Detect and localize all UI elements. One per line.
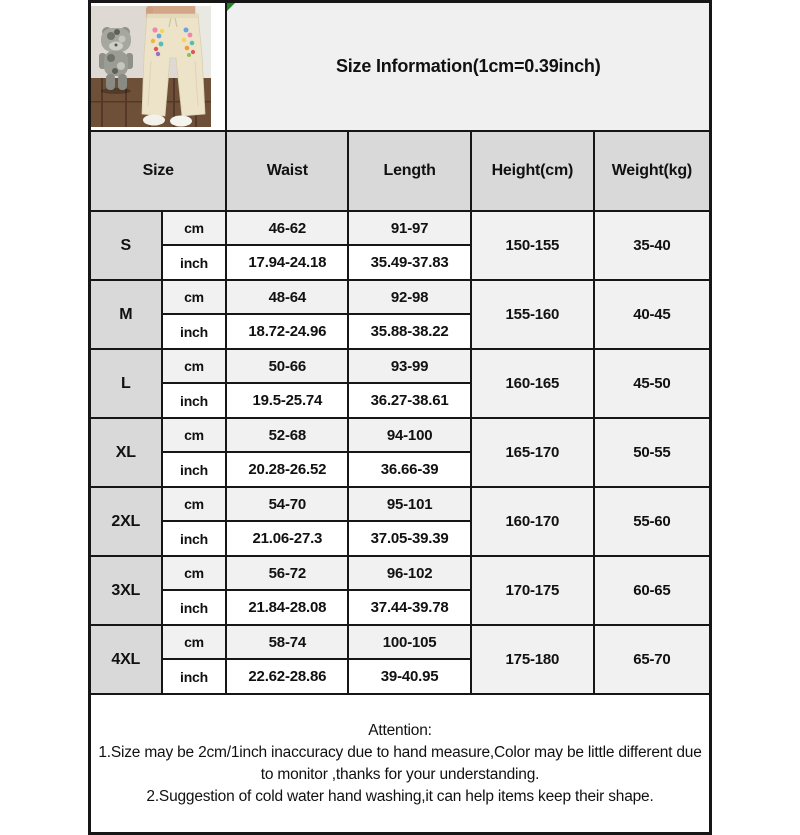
length-cm-value: 96-102 xyxy=(348,556,471,590)
table-header-row xyxy=(90,131,711,211)
weight-value: 45-50 xyxy=(594,349,711,418)
length-inch-value: 39-40.95 xyxy=(348,659,471,694)
waist-inch-value: 19.5-25.74 xyxy=(226,383,348,418)
length-inch-value: 37.05-39.39 xyxy=(348,521,471,556)
length-cm-value: 100-105 xyxy=(348,625,471,659)
waist-cm-value: 50-66 xyxy=(226,349,348,383)
weight-value: 60-65 xyxy=(594,556,711,625)
size-row-cm xyxy=(90,625,711,659)
length-cm-value: 95-101 xyxy=(348,487,471,521)
size-label: XL xyxy=(90,418,162,487)
height-value: 160-170 xyxy=(471,487,594,556)
weight-value: 50-55 xyxy=(594,418,711,487)
length-inch-value: 36.66-39 xyxy=(348,452,471,487)
unit-label-cm: cm xyxy=(162,211,227,245)
size-label: 4XL xyxy=(90,625,162,694)
weight-value: 65-70 xyxy=(594,625,711,694)
waist-cm-value: 56-72 xyxy=(226,556,348,590)
waist-cm-value: 54-70 xyxy=(226,487,348,521)
height-value: 175-180 xyxy=(471,625,594,694)
unit-label-inch: inch xyxy=(162,521,227,556)
size-row-cm xyxy=(90,418,711,452)
length-cm-value: 93-99 xyxy=(348,349,471,383)
column-header-size: Size xyxy=(90,131,227,211)
waist-inch-value: 22.62-28.86 xyxy=(226,659,348,694)
size-label: 3XL xyxy=(90,556,162,625)
unit-label-inch: inch xyxy=(162,452,227,487)
top-row xyxy=(90,2,711,132)
length-inch-value: 37.44-39.78 xyxy=(348,590,471,625)
product-photo-cell xyxy=(90,2,227,132)
page-title: Size Information(1cm=0.39inch) xyxy=(335,56,601,76)
weight-value: 40-45 xyxy=(594,280,711,349)
waist-inch-value: 17.94-24.18 xyxy=(226,245,348,280)
attention-line-2: 2.Suggestion of cold water hand washing,it can help items keep their shape. xyxy=(146,787,654,805)
unit-label-cm: cm xyxy=(162,349,227,383)
size-label: L xyxy=(90,349,162,418)
length-cm-value: 92-98 xyxy=(348,280,471,314)
size-row-cm xyxy=(90,487,711,521)
waist-cm-value: 58-74 xyxy=(226,625,348,659)
column-header-height: Height(cm) xyxy=(471,131,594,211)
unit-label-cm: cm xyxy=(162,625,227,659)
waist-inch-value: 18.72-24.96 xyxy=(226,314,348,349)
cell-corner-marker-icon xyxy=(227,3,235,11)
size-label: 2XL xyxy=(90,487,162,556)
height-value: 150-155 xyxy=(471,211,594,280)
height-value: 170-175 xyxy=(471,556,594,625)
weight-value: 35-40 xyxy=(594,211,711,280)
size-row-cm xyxy=(90,211,711,245)
length-inch-value: 35.49-37.83 xyxy=(348,245,471,280)
unit-label-cm: cm xyxy=(162,418,227,452)
attention-line-1: 1.Size may be 2cm/1inch inaccuracy due to hand measure,Color may be little different due to monitor ,thanks for your understanding. xyxy=(98,743,702,783)
unit-label-inch: inch xyxy=(162,245,227,280)
size-row-cm xyxy=(90,280,711,314)
length-inch-value: 36.27-38.61 xyxy=(348,383,471,418)
attention-note xyxy=(90,694,711,834)
waist-inch-value: 21.06-27.3 xyxy=(226,521,348,556)
column-header-length: Length xyxy=(348,131,471,211)
product-photo xyxy=(91,6,211,127)
waist-cm-value: 46-62 xyxy=(226,211,348,245)
unit-label-inch: inch xyxy=(162,314,227,349)
attention-row xyxy=(90,694,711,834)
height-value: 165-170 xyxy=(471,418,594,487)
unit-label-cm: cm xyxy=(162,487,227,521)
unit-label-inch: inch xyxy=(162,383,227,418)
length-cm-value: 94-100 xyxy=(348,418,471,452)
size-table xyxy=(88,0,712,835)
waist-inch-value: 20.28-26.52 xyxy=(226,452,348,487)
height-value: 155-160 xyxy=(471,280,594,349)
size-label: M xyxy=(90,280,162,349)
weight-value: 55-60 xyxy=(594,487,711,556)
unit-label-cm: cm xyxy=(162,556,227,590)
column-header-waist: Waist xyxy=(226,131,348,211)
size-table-body xyxy=(90,2,711,695)
attention-title: Attention: xyxy=(368,721,432,739)
unit-label-inch: inch xyxy=(162,590,227,625)
size-row-cm xyxy=(90,349,711,383)
waist-cm-value: 52-68 xyxy=(226,418,348,452)
size-label: S xyxy=(90,211,162,280)
unit-label-inch: inch xyxy=(162,659,227,694)
waist-cm-value: 48-64 xyxy=(226,280,348,314)
waist-inch-value: 21.84-28.08 xyxy=(226,590,348,625)
length-inch-value: 35.88-38.22 xyxy=(348,314,471,349)
height-value: 160-165 xyxy=(471,349,594,418)
size-row-cm xyxy=(90,556,711,590)
title-cell xyxy=(226,2,710,132)
unit-label-cm: cm xyxy=(162,280,227,314)
column-header-weight: Weight(kg) xyxy=(594,131,711,211)
size-info-sheet xyxy=(88,0,712,835)
length-cm-value: 91-97 xyxy=(348,211,471,245)
